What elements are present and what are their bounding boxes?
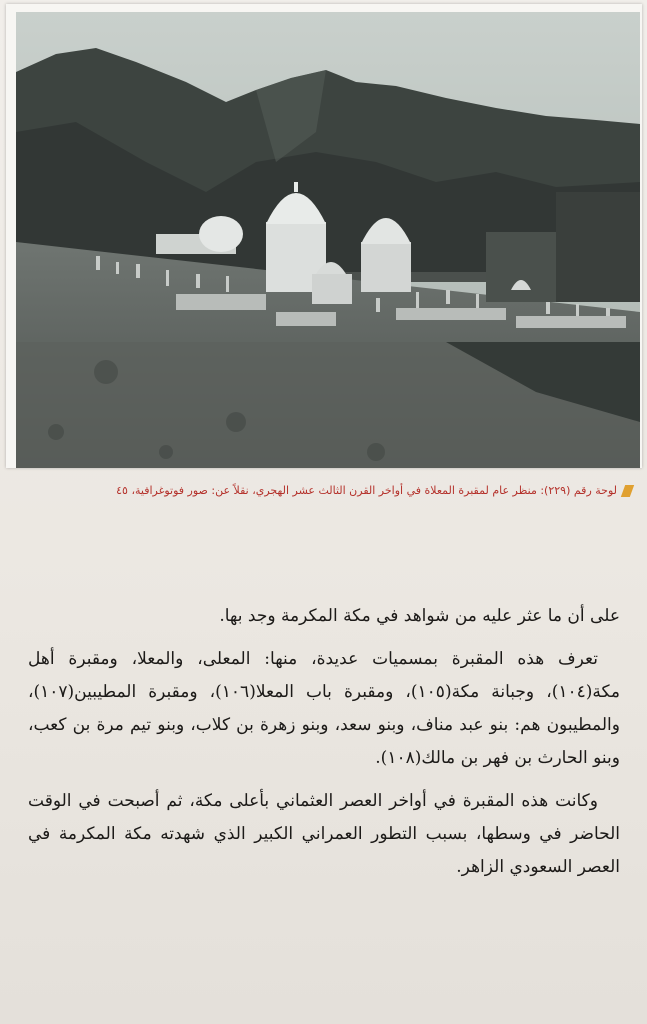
cemetery-photo: [16, 12, 640, 468]
figure-caption: [20, 483, 632, 499]
caption-text: منظر عام لمقبرة المعلاة في أواخر القرن الثالث عشر الهجري، نقلاً عن: صور فوتوغرافية، ٤٥: [116, 484, 537, 497]
paragraph: على أن ما عثر عليه من شواهد في مكة المكرمة وجد بها.: [219, 606, 620, 626]
paragraph: وكانت هذه المقبرة في أواخر العصر العثماني بأعلى مكة، ثم أصبحت في الوقت الحاضر في وسطها، بسبب التطور العمراني الكبير الذي شهدته مكة المكرمة في العصر السعودي الزاهر.: [28, 791, 620, 877]
body-text: [28, 600, 620, 894]
bullet-icon: [621, 485, 634, 497]
paragraph: تعرف هذه المقبرة بمسميات عديدة، منها: المعلى، والمعلا، ومقبرة أهل مكة(١٠٤)، وجبانة مكة(١٠٥)، ومقبرة باب المعلا(١٠٦)، ومقبرة المطيبين(١٠٧)، والمطيبون هم: بنو عبد مناف، وبنو سعد، وبنو زهرة بن كلاب، وبنو تيم مرة بن كعب، وبنو الحارث بن فهر بن مالك(١٠٨).: [28, 649, 620, 768]
photo-frame: [6, 4, 642, 468]
caption-label: لوحة رقم (٢٢٩):: [540, 484, 617, 497]
